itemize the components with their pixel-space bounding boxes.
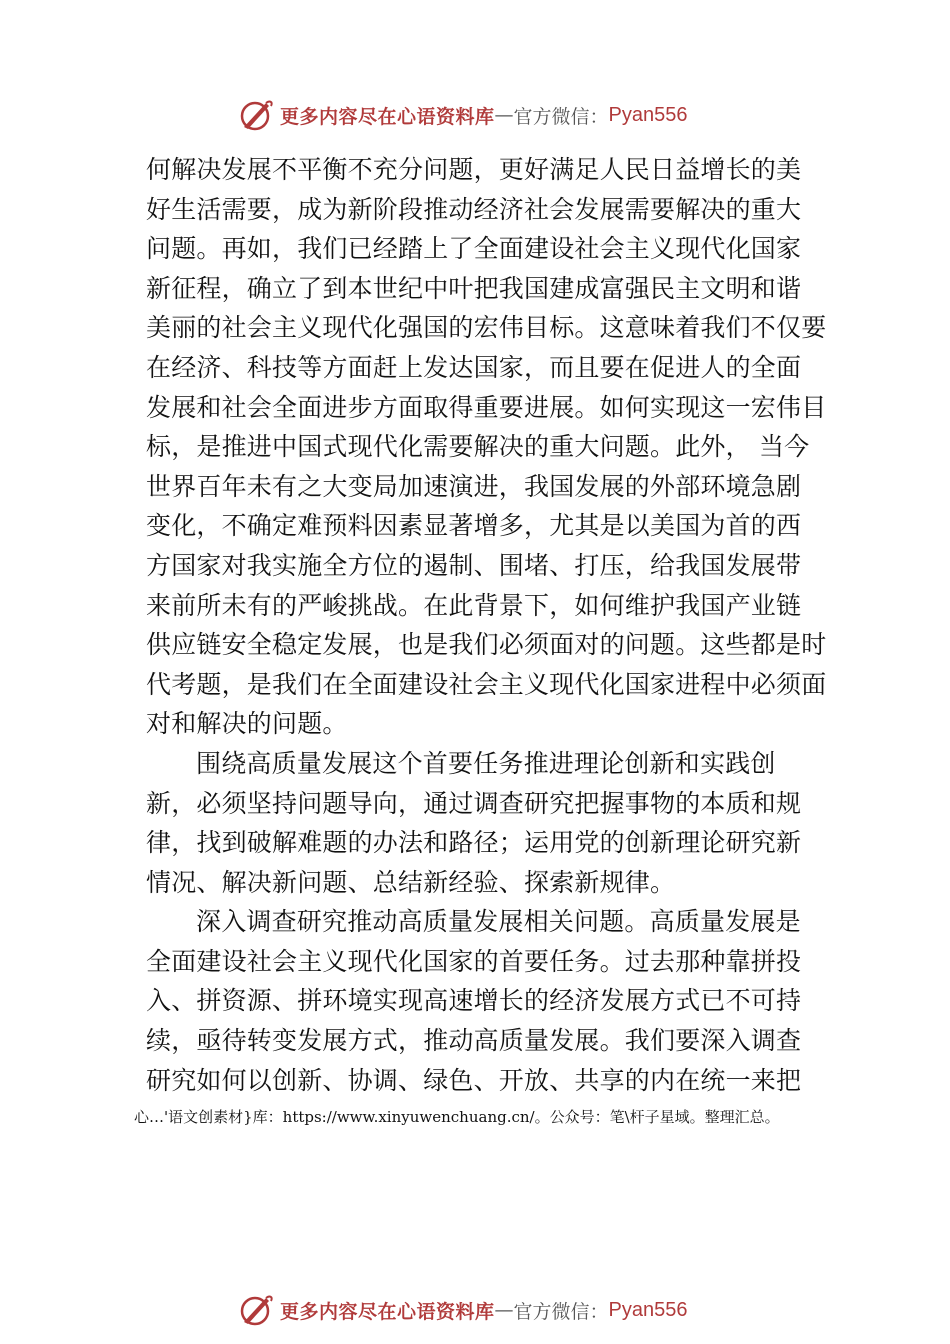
banner-dash: — xyxy=(494,1299,514,1321)
text-line: 围绕高质量发展这个首要任务推进理论创新和实践创 xyxy=(196,748,776,778)
document-body xyxy=(146,150,826,1100)
text-line: 新征程，确立了到本世纪中叶把我国建成富强民主文明和谐 xyxy=(146,273,802,303)
quill-logo-icon xyxy=(238,97,274,133)
paragraph-1 xyxy=(146,150,826,744)
text-line: 何解决发展不平衡不充分问题，更好满足人民日益增长的美 xyxy=(146,155,802,184)
paragraph-3 xyxy=(146,902,826,1100)
banner-title: 更多内容尽在心语资料库 xyxy=(280,1300,495,1323)
text-line: 续，亟待转变发展方式，推动高质量发展。我们要深入调查 xyxy=(146,1026,802,1056)
text-line: 美丽的社会主义现代化强国的宏伟目标。这意味着我们不仅要 xyxy=(146,313,827,343)
text-line: 全面建设社会主义现代化国家的首要任务。过去那种靠拼投 xyxy=(146,946,802,976)
text-line: 对和解决的问题。 xyxy=(146,709,348,739)
text-line: 好生活需要，成为新阶段推动经济社会发展需要解决的重大 xyxy=(146,194,802,224)
text-line: 深入调查研究推动高质量发展相关问题。高质量发展是 xyxy=(196,907,801,937)
banner-title: 更多内容尽在心语资料库 xyxy=(280,105,495,128)
banner-dash: — xyxy=(494,104,514,126)
banner-wechat-id: Pyan556 xyxy=(608,1298,688,1321)
text-line: 来前所未有的严峻挑战。在此背景下，如何维护我国产业链 xyxy=(146,590,802,620)
text-line: 入、拼资源、拼环境实现高速增长的经济发展方式已不可持 xyxy=(146,986,802,1016)
text-line: 在经济、科技等方面赶上发达国家，而且要在促进人的全面 xyxy=(146,352,802,382)
footer-banner xyxy=(238,1290,758,1330)
source-footnote: 心…'语文创素材}库：https://www.xinyuwenchuang.cn/。公众号：笔\杆子星域。整理汇总。 xyxy=(134,1108,780,1126)
text-line: 问题。再如，我们已经踏上了全面建设社会主义现代化国家 xyxy=(146,234,802,264)
text-line: 代考题，是我们在全面建设社会主义现代化国家进程中必须面 xyxy=(146,669,827,699)
text-line: 律，找到破解难题的办法和路径；运用党的创新理论研究新 xyxy=(146,828,802,858)
text-line: 发展和社会全面进步方面取得重要进展。如何实现这一宏伟目 xyxy=(146,392,827,422)
text-line: 供应链安全稳定发展，也是我们必须面对的问题。这些都是时 xyxy=(146,630,827,660)
text-line: 研究如何以创新、协调、绿色、开放、共享的内在统一来把 xyxy=(146,1065,802,1095)
quill-logo-icon xyxy=(238,1292,274,1328)
header-banner xyxy=(238,95,758,135)
text-line: 变化，不确定难预料因素显著增多，尤其是以美国为首的西 xyxy=(146,511,802,541)
text-line: 世界百年未有之大变局加速演进，我国发展的外部环境急剧 xyxy=(146,471,802,501)
text-line: 新，必须坚持问题导向，通过调查研究把握事物的本质和规 xyxy=(146,788,802,818)
banner-wechat-id: Pyan556 xyxy=(608,103,688,126)
paragraph-2 xyxy=(146,744,826,902)
text-line: 标，是推进中国式现代化需要解决的重大问题。此外， 当今 xyxy=(146,432,810,462)
banner-wechat-label: 官方微信： xyxy=(513,105,609,128)
text-line: 情况、解决新问题、总结新经验、探索新规律。 xyxy=(146,867,676,897)
banner-wechat-label: 官方微信： xyxy=(513,1300,609,1323)
text-line: 方国家对我实施全方位的遏制、围堵、打压，给我国发展带 xyxy=(146,550,802,580)
